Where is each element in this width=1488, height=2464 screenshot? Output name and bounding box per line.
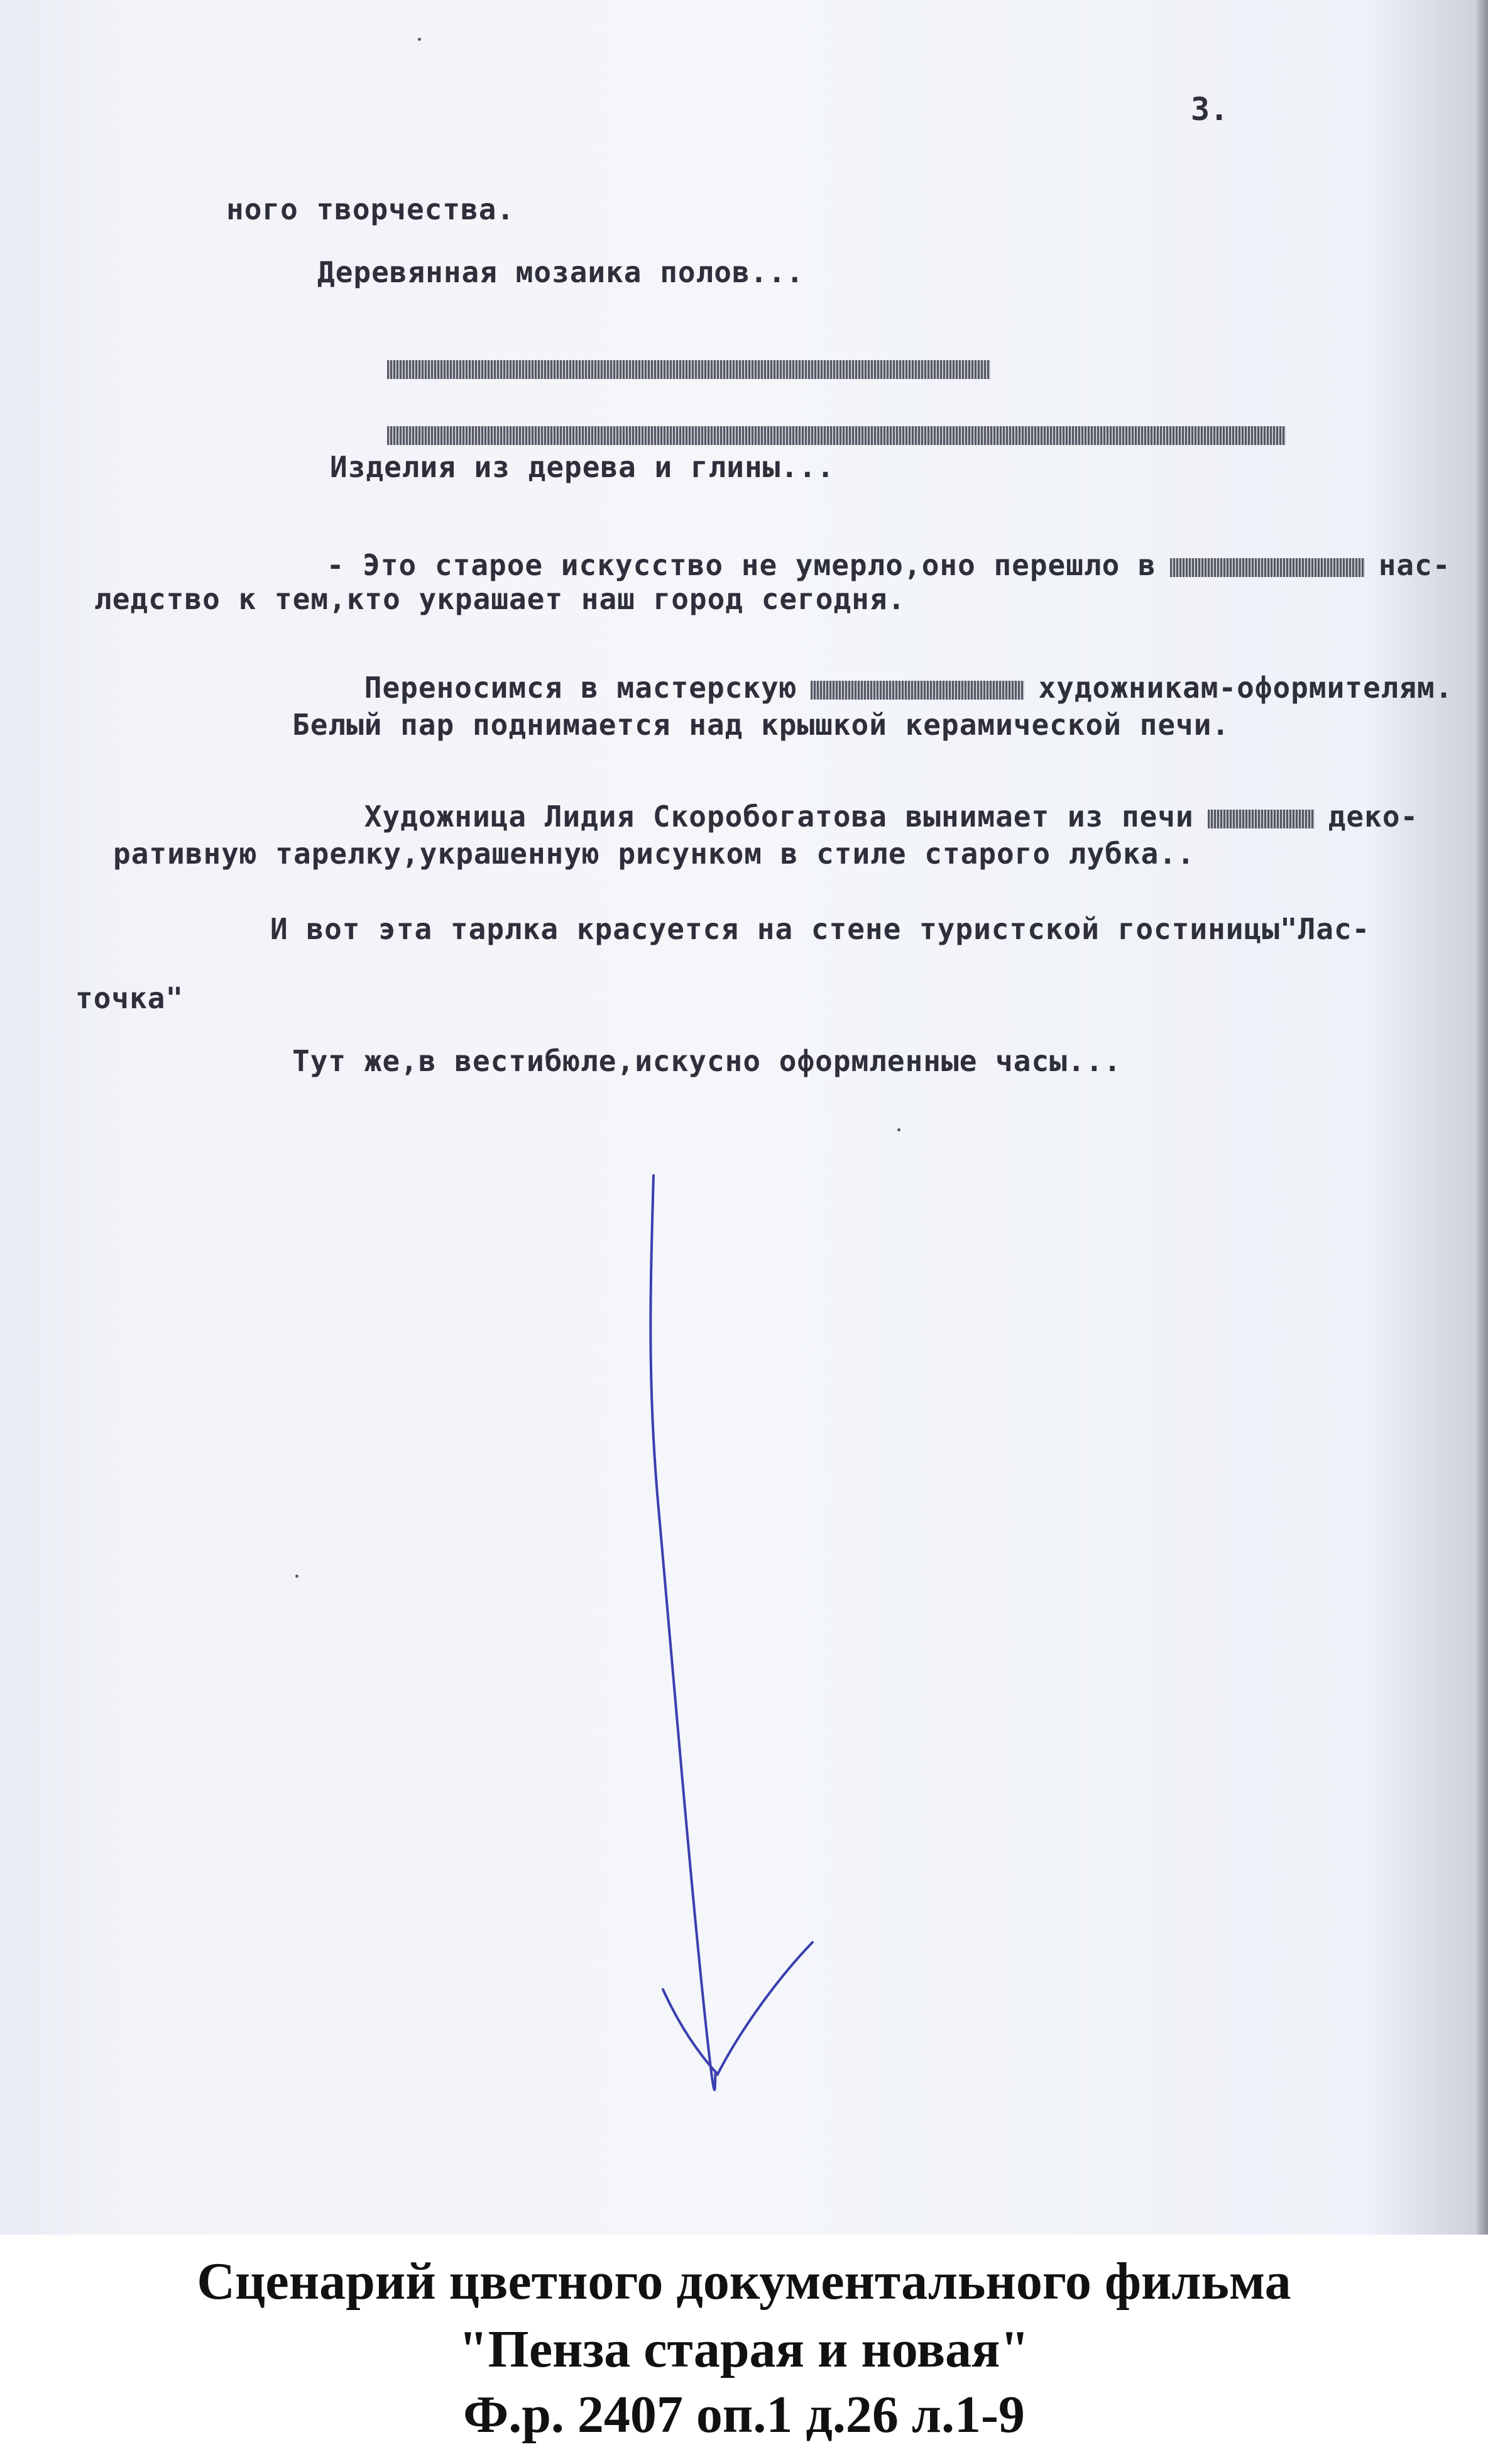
text-line-8-main: Художница Лидия Скоробогатова вынимает из печи	[364, 800, 1194, 833]
page-number: 3.	[1191, 91, 1229, 128]
text-line-3: Изделия из дерева и глины...	[330, 450, 835, 484]
text-line-6-tail: художникам-оформителям.	[1038, 671, 1453, 705]
arrow-head	[663, 1942, 812, 2074]
caption-line-1: Сценарий цветного документального фильма	[197, 2252, 1291, 2311]
text-line-4-tail: нас-	[1378, 548, 1451, 582]
text-line-7: Белый пар поднимается над крышкой керамической печи.	[292, 708, 1230, 742]
caption-line-2: "Пенза старая и новая"	[458, 2320, 1030, 2379]
arrow-shaft	[650, 1175, 716, 2090]
text-line-9: ративную тарелку,украшенную рисунком в стиле старого лубка..	[113, 837, 1195, 871]
text-line-1: ного творчества.	[226, 192, 515, 226]
text-line-11: точка"	[75, 981, 184, 1015]
caption-line-3: Ф.р. 2407 оп.1 д.26 л.1-9	[463, 2385, 1025, 2444]
text-line-10: И вот эта тарлка красуется на стене туристской гостиницы"Лас-	[270, 912, 1370, 946]
text-line-5: ледство к тем,кто украшает наш город сегодня.	[94, 582, 906, 616]
text-line-12: Тут же,в вестибюле,искусно оформленные часы...	[292, 1044, 1122, 1078]
text-line-2: Деревянная мозаика полов...	[317, 255, 804, 289]
text-line-4-main: - Это старое искусство не умерло,оно перешло в	[326, 548, 1156, 582]
text-line-8-tail: деко-	[1328, 800, 1419, 833]
text-line-6-main: Переносимся в мастерскую	[364, 671, 797, 705]
